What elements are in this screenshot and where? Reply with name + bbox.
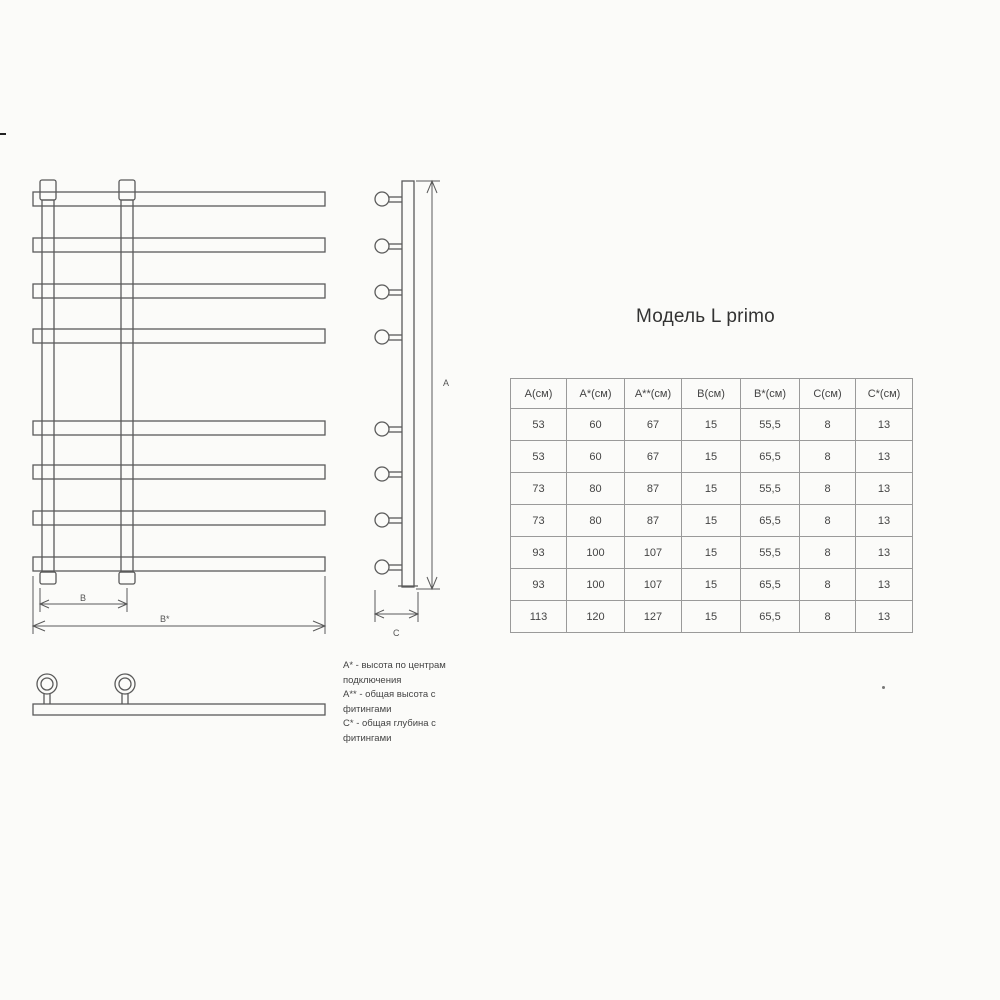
towel-rail-side-view-icon — [375, 181, 418, 587]
table-cell: 93 — [511, 569, 567, 601]
table-cell: 8 — [800, 473, 856, 505]
table-cell: 73 — [511, 505, 567, 537]
table-row — [511, 601, 913, 633]
note-line: A* - высота по центрам — [343, 660, 446, 671]
dimension-label-c: C — [393, 628, 400, 638]
table-cell: 67 — [625, 409, 682, 441]
note-line: подключения — [343, 674, 402, 686]
table-cell: 80 — [567, 473, 625, 505]
column-header-a-double-star: A**(см) — [625, 379, 682, 409]
table-row — [511, 409, 913, 441]
dimension-label-a: A — [443, 378, 450, 388]
column-header-a-star: A*(см) — [567, 379, 625, 409]
table-cell: 13 — [856, 537, 913, 569]
column-header-b: B(см) — [682, 379, 741, 409]
table-cell: 15 — [682, 409, 741, 441]
table-cell: 15 — [682, 473, 741, 505]
note-line: A** - общая высота с — [343, 689, 436, 701]
table-cell: 8 — [800, 441, 856, 473]
table-cell: 65,5 — [741, 601, 800, 633]
table-header-row — [511, 379, 913, 409]
table-cell: 53 — [511, 409, 567, 441]
note-line: фитингами — [343, 732, 392, 744]
table-cell: 55,5 — [741, 409, 800, 441]
table-cell: 13 — [856, 441, 913, 473]
table-cell: 93 — [511, 537, 567, 569]
table-cell: 65,5 — [741, 505, 800, 537]
table-cell: 60 — [567, 409, 625, 441]
side-view-dimensions — [375, 181, 440, 622]
table-row — [511, 505, 913, 537]
note-line: C* - общая глубина с — [343, 718, 436, 730]
towel-rail-front-view-icon — [33, 180, 325, 584]
table-cell: 55,5 — [741, 537, 800, 569]
table-cell: 8 — [800, 569, 856, 601]
table-cell: 13 — [856, 409, 913, 441]
table-row — [511, 473, 913, 505]
table-cell: 87 — [625, 505, 682, 537]
dimension-notes — [343, 659, 483, 747]
table-cell: 87 — [625, 473, 682, 505]
dimension-label-b: B — [80, 593, 87, 603]
table-cell: 127 — [625, 601, 682, 633]
table-cell: 15 — [682, 601, 741, 633]
towel-rail-top-view-icon — [33, 674, 325, 715]
table-cell: 13 — [856, 473, 913, 505]
table-cell: 13 — [856, 569, 913, 601]
front-view-dimensions — [33, 576, 325, 634]
table-cell: 13 — [856, 601, 913, 633]
table-cell: 8 — [800, 537, 856, 569]
table-cell: 80 — [567, 505, 625, 537]
model-title: Модель L primo — [636, 306, 775, 327]
table-cell: 15 — [682, 441, 741, 473]
dimensions-table — [510, 378, 913, 633]
column-header-a: A(см) — [511, 379, 567, 409]
table-cell: 13 — [856, 505, 913, 537]
table-cell: 107 — [625, 569, 682, 601]
table-cell: 8 — [800, 505, 856, 537]
table-cell: 120 — [567, 601, 625, 633]
column-header-c-star: C*(см) — [856, 379, 913, 409]
table-cell: 15 — [682, 569, 741, 601]
table-cell: 73 — [511, 473, 567, 505]
table-cell: 15 — [682, 537, 741, 569]
table-cell: 8 — [800, 409, 856, 441]
table-cell: 60 — [567, 441, 625, 473]
table-cell: 100 — [567, 569, 625, 601]
table-cell: 67 — [625, 441, 682, 473]
column-header-c: C(см) — [800, 379, 856, 409]
table-row — [511, 569, 913, 601]
table-row — [511, 441, 913, 473]
table-cell: 8 — [800, 601, 856, 633]
table-row — [511, 537, 913, 569]
table-cell: 65,5 — [741, 569, 800, 601]
table-cell: 55,5 — [741, 473, 800, 505]
table-cell: 65,5 — [741, 441, 800, 473]
table-cell: 113 — [511, 601, 567, 633]
table-cell: 53 — [511, 441, 567, 473]
stray-mark — [882, 686, 885, 689]
table-cell: 107 — [625, 537, 682, 569]
note-line: фитингами — [343, 703, 392, 715]
column-header-b-star: B*(см) — [741, 379, 800, 409]
table-cell: 15 — [682, 505, 741, 537]
table-cell: 100 — [567, 537, 625, 569]
dimension-label-b-star: B* — [160, 614, 170, 624]
